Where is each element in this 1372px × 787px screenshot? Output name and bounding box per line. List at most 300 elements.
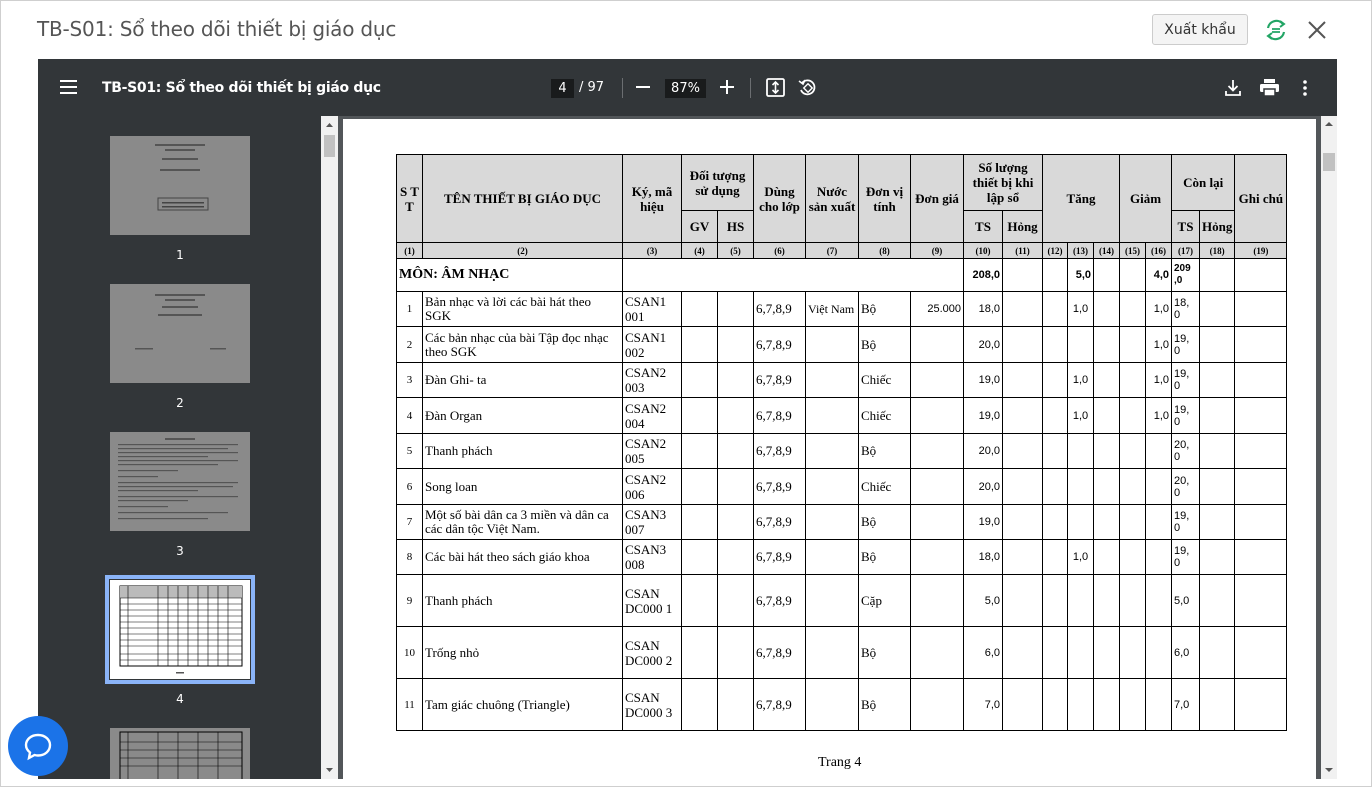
table-row (397, 575, 1287, 627)
cell-name: Thanh phách (423, 434, 623, 469)
column-number: (11) (1003, 243, 1043, 259)
cell-stt: 2 (397, 327, 423, 363)
cell-empty (1094, 679, 1120, 731)
cell-tang (1068, 434, 1094, 469)
cell-code: CSAN1 002 (623, 327, 682, 363)
cell-country (806, 363, 859, 398)
header-hong: Hỏng (1003, 211, 1043, 243)
cell-country (806, 505, 859, 540)
cell-tang (1068, 679, 1094, 731)
cell-ts: 20,0 (964, 327, 1003, 363)
header-code: Ký, mã hiệu (623, 155, 682, 243)
cell-conlai: 7,0 (1172, 679, 1200, 731)
cell-empty (1200, 575, 1235, 627)
modal-title: TB-S01: Sổ theo dõi thiết bị giáo dục (37, 17, 397, 41)
chat-icon (23, 731, 53, 761)
table-row (397, 327, 1287, 363)
cell-empty (1120, 627, 1146, 679)
table-row (397, 292, 1287, 327)
cell-giam (1146, 627, 1172, 679)
cell-price (911, 363, 964, 398)
cell-conlai: 5,0 (1172, 575, 1200, 627)
modal-header (1, 1, 1371, 59)
cell-empty (682, 679, 718, 731)
header-conlai: Còn lại (1172, 155, 1235, 211)
cell-empty (682, 505, 718, 540)
cell-grade: 6,7,8,9 (754, 627, 806, 679)
menu-icon[interactable] (60, 79, 78, 95)
thumbnail-label: 4 (176, 692, 184, 706)
column-number-row (397, 243, 1287, 259)
document-page (343, 119, 1316, 779)
cell-empty (682, 575, 718, 627)
cell-empty (1235, 469, 1287, 505)
print-icon[interactable] (1260, 79, 1279, 96)
cell-tang (1068, 505, 1094, 540)
cell-tang: 1,0 (1068, 292, 1094, 327)
cell-giam: 1,0 (1146, 398, 1172, 434)
cell-name: Đàn Ghi- ta (423, 363, 623, 398)
cell-giam (1146, 505, 1172, 540)
cell-code: CSAN2 004 (623, 398, 682, 434)
cell-grade: 6,7,8,9 (754, 540, 806, 575)
column-number: (4) (682, 243, 718, 259)
cell-grade: 6,7,8,9 (754, 469, 806, 505)
header-country: Nước sản xuất (806, 155, 859, 243)
cell-giam (1146, 540, 1172, 575)
cell-empty (682, 469, 718, 505)
cell-empty (718, 292, 754, 327)
column-number: (14) (1094, 243, 1120, 259)
cell-empty (1003, 363, 1043, 398)
cell-country (806, 679, 859, 731)
cell-empty (1200, 434, 1235, 469)
cell-price (911, 398, 964, 434)
cell-empty (1043, 398, 1068, 434)
thumbnail-label: 2 (176, 396, 184, 410)
cell-empty (718, 679, 754, 731)
fit-page-icon[interactable] (766, 78, 785, 97)
zoom-input[interactable]: 87% (665, 79, 706, 98)
cell-empty (1003, 627, 1043, 679)
table-row (397, 679, 1287, 731)
cell-empty (1120, 469, 1146, 505)
column-number: (1) (397, 243, 423, 259)
cell-price (911, 505, 964, 540)
cell-price (911, 540, 964, 575)
cell-country: Việt Nam (806, 292, 859, 327)
cell-ts: 6,0 (964, 627, 1003, 679)
cell-empty (1235, 398, 1287, 434)
export-button[interactable]: Xuất khẩu (1152, 14, 1248, 45)
cell-empty (1235, 575, 1287, 627)
cell-giam: 1,0 (1146, 363, 1172, 398)
cell-conlai: 19, 0 (1172, 398, 1200, 434)
chat-widget-button[interactable] (8, 716, 68, 776)
header-unit: Đơn vị tính (859, 155, 911, 243)
table-row (397, 540, 1287, 575)
close-icon[interactable] (1306, 19, 1328, 41)
cell-name: Trống nhỏ (423, 627, 623, 679)
cell-empty (1120, 434, 1146, 469)
table-row (397, 469, 1287, 505)
cell-stt: 11 (397, 679, 423, 731)
cell-empty (1094, 434, 1120, 469)
cell-country (806, 469, 859, 505)
cell-tang (1068, 575, 1094, 627)
cell-price (911, 327, 964, 363)
cell-stt: 1 (397, 292, 423, 327)
cell-empty (1235, 679, 1287, 731)
cell-empty (682, 627, 718, 679)
cell-empty (1094, 292, 1120, 327)
cell-code: CSAN2 005 (623, 434, 682, 469)
cell-empty (1094, 469, 1120, 505)
cell-ts: 19,0 (964, 363, 1003, 398)
cell-empty (1043, 627, 1068, 679)
cell-country (806, 434, 859, 469)
cell-empty (1200, 505, 1235, 540)
cell-empty (1235, 540, 1287, 575)
cell-empty (1120, 679, 1146, 731)
cell-empty (718, 398, 754, 434)
cell-country (806, 575, 859, 627)
cell-tang: 1,0 (1068, 363, 1094, 398)
cell-conlai: 20, 0 (1172, 434, 1200, 469)
header-ts: TS (964, 211, 1003, 243)
more-options-icon[interactable] (1301, 79, 1309, 97)
cell-conlai: 6,0 (1172, 627, 1200, 679)
cell-ts: 19,0 (964, 505, 1003, 540)
column-number: (17) (1172, 243, 1200, 259)
cell-unit: Chiếc (859, 469, 911, 505)
cell-stt: 10 (397, 627, 423, 679)
column-number: (7) (806, 243, 859, 259)
cell-empty (1200, 327, 1235, 363)
cell-empty (1003, 540, 1043, 575)
cell-empty (1200, 540, 1235, 575)
cell-empty (1235, 434, 1287, 469)
cell-grade: 6,7,8,9 (754, 327, 806, 363)
cell-ts: 19,0 (964, 398, 1003, 434)
cell-price (911, 434, 964, 469)
cell-price (911, 679, 964, 731)
header-hs: HS (718, 211, 754, 243)
column-number: (3) (623, 243, 682, 259)
cell-code: CSAN1 001 (623, 292, 682, 327)
table-row (397, 434, 1287, 469)
cell-empty (1094, 627, 1120, 679)
cell-empty (718, 627, 754, 679)
header-qty: Số lượng thiết bị khi lập sổ (964, 155, 1043, 211)
cell-empty (1200, 292, 1235, 327)
document-scrollbar[interactable] (1321, 116, 1337, 779)
cell-empty (1043, 469, 1068, 505)
cell-unit: Bộ (859, 327, 911, 363)
cell-empty (1043, 575, 1068, 627)
cell-empty (718, 575, 754, 627)
cell-empty (1120, 575, 1146, 627)
cell-country (806, 398, 859, 434)
cell-empty (1043, 679, 1068, 731)
cell-code: CSAN2 006 (623, 469, 682, 505)
cell-code: CSAN DC000 2 (623, 627, 682, 679)
cell-name: Song loan (423, 469, 623, 505)
cell-empty (1094, 363, 1120, 398)
cell-tang (1068, 469, 1094, 505)
cell-empty (1003, 575, 1043, 627)
column-number: (6) (754, 243, 806, 259)
thumbnail-label: 3 (176, 544, 184, 558)
thumbnail-sidebar (38, 116, 338, 779)
column-number: (9) (911, 243, 964, 259)
column-number: (15) (1120, 243, 1146, 259)
cell-stt: 9 (397, 575, 423, 627)
cell-ts: 20,0 (964, 469, 1003, 505)
cell-empty (1043, 434, 1068, 469)
column-number: (18) (1200, 243, 1235, 259)
header-note: Ghi chú (1235, 155, 1287, 243)
cell-empty (682, 327, 718, 363)
subject-giam: 4,0 (1146, 259, 1172, 292)
cell-grade: 6,7,8,9 (754, 679, 806, 731)
page-total: / 97 (579, 80, 605, 95)
cell-code: CSAN3 008 (623, 540, 682, 575)
cell-unit: Bộ (859, 434, 911, 469)
cell-conlai: 19, 0 (1172, 327, 1200, 363)
cell-code: CSAN3 007 (623, 505, 682, 540)
cell-empty (1120, 292, 1146, 327)
column-number: (19) (1235, 243, 1287, 259)
cell-empty (1094, 575, 1120, 627)
column-number: (2) (423, 243, 623, 259)
cell-empty (1120, 398, 1146, 434)
cell-empty (1003, 434, 1043, 469)
cell-stt: 8 (397, 540, 423, 575)
page-thumbnail-3[interactable] (110, 432, 250, 531)
header-name: TÊN THIẾT BỊ GIÁO DỤC (423, 155, 623, 243)
pdf-toolbar (38, 59, 1337, 116)
column-number: (8) (859, 243, 911, 259)
sidebar-scrollbar[interactable] (321, 116, 338, 779)
cell-empty (1043, 540, 1068, 575)
cell-name: Tam giác chuông (Triangle) (423, 679, 623, 731)
cell-empty (1003, 327, 1043, 363)
page-thumbnail-2[interactable] (110, 284, 250, 383)
cell-tang (1068, 627, 1094, 679)
page-thumbnail-4[interactable] (110, 580, 250, 679)
subject-tang: 5,0 (1068, 259, 1094, 292)
cell-empty (718, 327, 754, 363)
cell-empty (1235, 363, 1287, 398)
cell-unit: Chiếc (859, 398, 911, 434)
cell-ts: 7,0 (964, 679, 1003, 731)
document-area (338, 116, 1337, 779)
cell-empty (1200, 398, 1235, 434)
cell-ts: 18,0 (964, 292, 1003, 327)
table-row (397, 363, 1287, 398)
rotate-icon[interactable] (798, 78, 817, 97)
thumbnail-label: 1 (176, 248, 184, 262)
cell-empty (1120, 505, 1146, 540)
cell-empty (1003, 679, 1043, 731)
column-number: (16) (1146, 243, 1172, 259)
cell-empty (682, 292, 718, 327)
cell-empty (1235, 505, 1287, 540)
cell-unit: Bộ (859, 505, 911, 540)
cell-code: CSAN DC000 3 (623, 679, 682, 731)
cell-price (911, 575, 964, 627)
cell-empty (718, 540, 754, 575)
cell-empty (1200, 469, 1235, 505)
toolbar-divider (750, 78, 751, 98)
column-number: (13) (1068, 243, 1094, 259)
cell-name: Một số bài dân ca 3 miền và dân ca các dân tộc Việt Nam. (423, 505, 623, 540)
cell-giam (1146, 469, 1172, 505)
zoom-out-icon[interactable] (635, 79, 651, 95)
cell-price (911, 627, 964, 679)
cell-empty (682, 363, 718, 398)
cell-unit: Bộ (859, 292, 911, 327)
cell-empty (1094, 505, 1120, 540)
cell-empty (682, 398, 718, 434)
cell-empty (682, 540, 718, 575)
cell-empty (1235, 292, 1287, 327)
cell-empty (1200, 363, 1235, 398)
cell-empty (718, 434, 754, 469)
cell-grade: 6,7,8,9 (754, 398, 806, 434)
cell-empty (1120, 327, 1146, 363)
subject-label: MÔN: ÂM NHẠC (397, 259, 623, 292)
cell-stt: 3 (397, 363, 423, 398)
cell-empty (718, 363, 754, 398)
cell-empty (1094, 540, 1120, 575)
cell-unit: Cặp (859, 575, 911, 627)
cell-stt: 7 (397, 505, 423, 540)
cell-empty (718, 505, 754, 540)
page-number-input[interactable]: 4 (551, 79, 574, 98)
cell-grade: 6,7,8,9 (754, 434, 806, 469)
table-row (397, 627, 1287, 679)
cell-empty (1200, 679, 1235, 731)
header-price: Đơn giá (911, 155, 964, 243)
cell-empty (1120, 540, 1146, 575)
cell-tang: 1,0 (1068, 398, 1094, 434)
page-thumbnail-5[interactable] (110, 728, 250, 779)
cell-conlai: 19, 0 (1172, 505, 1200, 540)
cell-empty (1200, 627, 1235, 679)
cell-conlai: 20, 0 (1172, 469, 1200, 505)
cell-empty (1003, 505, 1043, 540)
cell-name: Các bài hát theo sách giáo khoa (423, 540, 623, 575)
subject-row (397, 259, 1287, 292)
cell-code: CSAN DC000 1 (623, 575, 682, 627)
header-giam: Giảm (1120, 155, 1172, 243)
cell-unit: Chiếc (859, 363, 911, 398)
cell-empty (1235, 327, 1287, 363)
cell-grade: 6,7,8,9 (754, 575, 806, 627)
header-hong2: Hỏng (1200, 211, 1235, 243)
subject-conlai: 209 ,0 (1172, 259, 1200, 292)
cell-name: Thanh phách (423, 575, 623, 627)
cell-empty (1094, 398, 1120, 434)
cell-empty (1094, 327, 1120, 363)
cell-ts: 5,0 (964, 575, 1003, 627)
cell-empty (1003, 469, 1043, 505)
cell-empty (1003, 292, 1043, 327)
cell-stt: 4 (397, 398, 423, 434)
cell-conlai: 19, 0 (1172, 363, 1200, 398)
cell-empty (1043, 363, 1068, 398)
header-stt: S T T (397, 155, 423, 243)
cell-name: Các bản nhạc của bài Tập đọc nhạc theo SGK (423, 327, 623, 363)
cell-giam (1146, 575, 1172, 627)
equipment-table (396, 154, 1287, 731)
cell-name: Bản nhạc và lời các bài hát theo SGK (423, 292, 623, 327)
cell-conlai: 18, 0 (1172, 292, 1200, 327)
cell-giam: 1,0 (1146, 292, 1172, 327)
cell-conlai: 19, 0 (1172, 540, 1200, 575)
cell-grade: 6,7,8,9 (754, 292, 806, 327)
page-footer: Trang 4 (818, 755, 862, 770)
cell-country (806, 627, 859, 679)
page-thumbnail-1[interactable] (110, 136, 250, 235)
cell-grade: 6,7,8,9 (754, 363, 806, 398)
column-number: (5) (718, 243, 754, 259)
cell-empty (1003, 398, 1043, 434)
header-gv: GV (682, 211, 718, 243)
cell-empty (682, 434, 718, 469)
cell-stt: 6 (397, 469, 423, 505)
table-row (397, 398, 1287, 434)
cell-ts: 20,0 (964, 434, 1003, 469)
cell-unit: Bộ (859, 540, 911, 575)
toolbar-divider (622, 78, 623, 98)
pdf-viewer (38, 59, 1337, 779)
cell-country (806, 327, 859, 363)
cell-tang (1068, 327, 1094, 363)
header-tang: Tăng (1043, 155, 1120, 243)
cell-code: CSAN2 003 (623, 363, 682, 398)
cell-country (806, 540, 859, 575)
table-row (397, 505, 1287, 540)
cell-empty (1043, 505, 1068, 540)
header-ts2: TS (1172, 211, 1200, 243)
cell-empty (1120, 363, 1146, 398)
cell-ts: 18,0 (964, 540, 1003, 575)
cell-price (911, 469, 964, 505)
cell-empty (1043, 292, 1068, 327)
zoom-in-icon[interactable] (719, 79, 735, 95)
column-number: (10) (964, 243, 1003, 259)
cell-empty (1043, 327, 1068, 363)
download-icon[interactable] (1225, 79, 1241, 97)
cell-empty (1235, 627, 1287, 679)
cell-giam (1146, 434, 1172, 469)
cell-stt: 5 (397, 434, 423, 469)
pdf-title: TB-S01: Sổ theo dõi thiết bị giáo dục (102, 80, 381, 96)
sync-icon[interactable] (1263, 18, 1289, 42)
cell-price: 25.000 (911, 292, 964, 327)
cell-name: Đàn Organ (423, 398, 623, 434)
subject-ts: 208,0 (964, 259, 1003, 292)
cell-grade: 6,7,8,9 (754, 505, 806, 540)
cell-empty (718, 469, 754, 505)
cell-giam: 1,0 (1146, 327, 1172, 363)
header-target: Đối tượng sử dụng (682, 155, 754, 211)
cell-unit: Bộ (859, 679, 911, 731)
column-number: (12) (1043, 243, 1068, 259)
